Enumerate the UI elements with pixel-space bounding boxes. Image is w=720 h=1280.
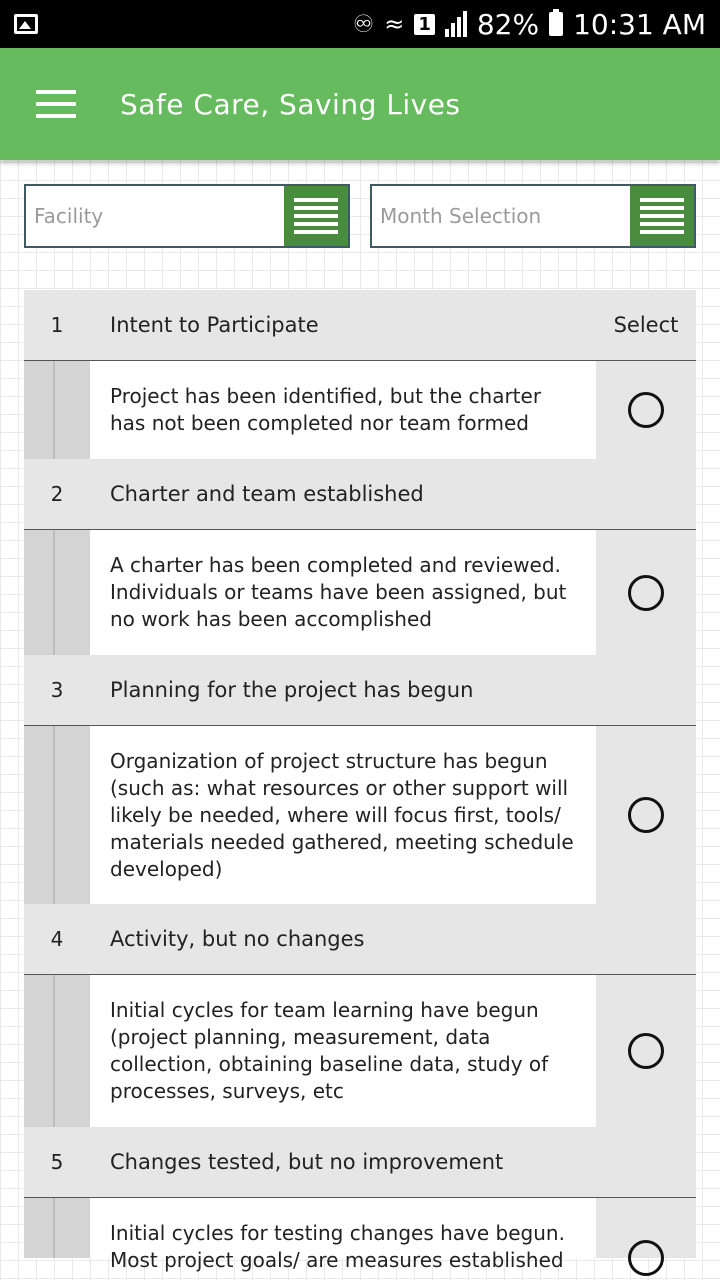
stage-description-row xyxy=(24,530,696,655)
row-gutter xyxy=(24,726,90,904)
select-column-header: Select xyxy=(613,313,679,337)
facility-picker xyxy=(24,184,350,248)
facility-list-button[interactable] xyxy=(284,186,348,246)
select-cell xyxy=(596,1198,696,1258)
stage-3-radio[interactable] xyxy=(628,797,664,833)
hamburger-menu-icon[interactable] xyxy=(36,90,76,118)
stage-header-row xyxy=(24,459,696,530)
battery-icon xyxy=(549,12,563,36)
stage-description-row xyxy=(24,975,696,1127)
stage-number: 1 xyxy=(50,313,64,337)
gallery-notification-icon xyxy=(14,14,38,34)
stage-2-radio[interactable] xyxy=(628,575,664,611)
row-gutter xyxy=(24,1198,90,1258)
stage-number: 4 xyxy=(50,927,64,951)
stage-4-radio[interactable] xyxy=(628,1033,664,1069)
stage-title: Activity, but no changes xyxy=(110,927,365,951)
signal-icon xyxy=(445,11,467,37)
app-bar xyxy=(0,48,720,160)
stage-title: Charter and team established xyxy=(110,482,424,506)
stage-1-radio[interactable] xyxy=(628,392,664,428)
sim-slot-badge: 1 xyxy=(414,14,435,35)
facility-input[interactable] xyxy=(26,186,284,246)
stage-number: 2 xyxy=(50,482,64,506)
row-gutter xyxy=(24,975,90,1127)
row-gutter xyxy=(24,530,90,655)
stage-title: Changes tested, but no improvement xyxy=(110,1150,504,1174)
stage-title: Intent to Participate xyxy=(110,313,319,337)
month-list-button[interactable] xyxy=(630,186,694,246)
stage-description: A charter has been completed and reviewed. Individuals or teams have been assigned, but no work has been accomplished xyxy=(110,553,567,631)
clock: 10:31 AM xyxy=(573,7,706,41)
stage-description-row xyxy=(24,1198,696,1272)
select-cell xyxy=(596,726,696,904)
stage-header-row xyxy=(24,290,696,361)
stage-description: Organization of project structure has begun (such as: what resources or other support will likely be needed, where will focus first, tools/ materials needed gathered, meeting schedule developed) xyxy=(110,749,574,881)
month-selection-input[interactable] xyxy=(372,186,630,246)
stage-table xyxy=(24,290,696,1272)
select-cell xyxy=(596,975,696,1127)
select-cell xyxy=(596,530,696,655)
stage-description-row xyxy=(24,726,696,904)
stage-description: Project has been identified, but the charter has not been completed nor team formed xyxy=(110,384,542,435)
stage-description: Initial cycles for team learning have begun (project planning, measurement, data collection, obtaining baseline data, study of processes, surveys, etc xyxy=(110,998,549,1103)
select-cell xyxy=(596,361,696,459)
stage-title: Planning for the project has begun xyxy=(110,678,474,702)
row-gutter xyxy=(24,361,90,459)
stage-header-row xyxy=(24,655,696,726)
app-title: Safe Care, Saving Lives xyxy=(120,87,461,121)
stage-5-radio[interactable] xyxy=(628,1240,664,1276)
stage-description-row xyxy=(24,361,696,459)
stage-header-row xyxy=(24,1127,696,1198)
data-saver-icon: ♾ xyxy=(352,10,375,38)
month-picker xyxy=(370,184,696,248)
status-bar xyxy=(0,0,720,48)
stage-number: 3 xyxy=(50,678,64,702)
wifi-icon: ≈ xyxy=(384,10,405,38)
stage-number: 5 xyxy=(50,1150,64,1174)
stage-description: Initial cycles for testing changes have begun. Most project goals/ are measures established xyxy=(110,1221,565,1272)
battery-percent: 82% xyxy=(476,7,540,41)
stage-header-row xyxy=(24,904,696,975)
